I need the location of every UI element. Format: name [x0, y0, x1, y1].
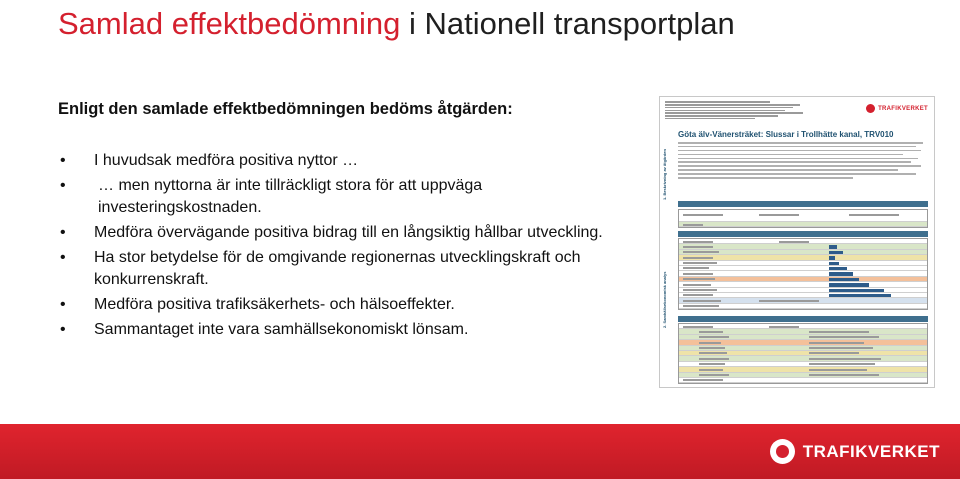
document-table: [678, 323, 928, 384]
page-title-accent: Samlad effektbedömning: [58, 6, 401, 41]
page-title-rest: i Nationell transportplan: [400, 6, 735, 41]
document-title: Göta älv-Vänersträket: Slussar i Trollhätte kanal, TRV010: [678, 130, 894, 139]
bullet-item: • Medföra övervägande positiva bidrag till en långsiktig hållbar utveckling.: [58, 222, 638, 244]
bullet-item: • Medföra positiva trafiksäkerhets- och hälsoeffekter.: [58, 294, 638, 316]
document-logo: [866, 104, 928, 113]
document-table: [678, 209, 928, 228]
bullet-list: [58, 150, 638, 344]
subtitle: Enligt den samlade effektbedömningen bedöms åtgärden:: [58, 100, 513, 118]
document-body-text: [678, 142, 928, 181]
footer-bar: [0, 424, 960, 479]
document-section-header: [678, 231, 928, 237]
footer-logo: [770, 439, 940, 464]
bullet-item: • … men nyttorna är inte tillräckligt stora för att uppväga investeringskostnaden.: [58, 175, 638, 219]
document-thumbnail: [659, 96, 935, 388]
document-side-label: 1. Beskrivning av åtgärden: [662, 149, 667, 201]
page-title: [58, 6, 735, 42]
document-logo-text: TRAFIKVERKET: [878, 105, 928, 112]
document-table: [678, 238, 928, 310]
document-section-header: [678, 201, 928, 207]
bullet-item: • Ha stor betydelse för de omgivande regionernas utvecklingskraft och konkurrenskraft.: [58, 247, 638, 291]
document-section-header: [678, 316, 928, 322]
footer-logo-text: TRAFIKVERKET: [802, 441, 940, 461]
document-side-label: 2. Samhällsekonomisk analys: [662, 271, 667, 329]
bullet-item: • Sammantaget inte vara samhällsekonomiskt lönsam.: [58, 319, 638, 341]
bullet-item: • I huvudsak medföra positiva nyttor …: [58, 150, 638, 172]
trafikverket-logo-icon: [770, 439, 795, 464]
document-metadata: [665, 100, 815, 121]
trafikverket-logo-icon: [866, 104, 875, 113]
